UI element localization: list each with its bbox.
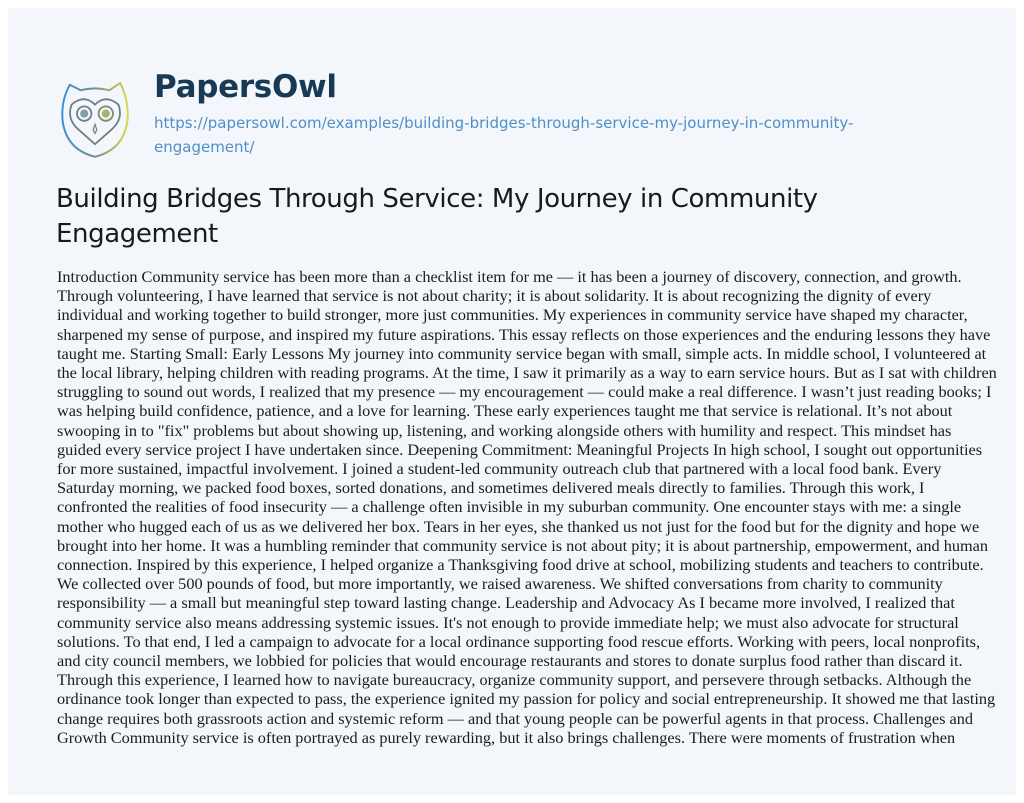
essay-title: Building Bridges Through Service: My Journey in Community Engagement <box>56 184 818 249</box>
brand-name: PapersOwl <box>154 69 337 105</box>
brand-block <box>154 66 944 159</box>
essay-body: Introduction Community service has been more than a checklist item for me — it has been a journey of discovery, connection, and growth. Through volunteering, I have learned that service is not about charity; it is about solidarity. It is about recognizing the dignity of every individual and working together to build stronger, more just communities. My experiences in community service have shaped my character, sharpened my sense of purpose, and inspired my future aspirations. This essay reflects on those experiences and the enduring lessons they have taught me. Starting Small: Early Lessons My journey into community service began with small, simple acts. In middle school, I volunteered at the local library, helping children with reading programs. At the time, I saw it primarily as a way to earn service hours. But as I sat with children struggling to sound out words, I realized that my presence — my encouragement — could make a real difference. I wasn’t just reading books; I was helping build confidence, patience, and a love for learning. These early experiences taught me that service is relational. It’s not about swooping in to "fix" problems but about showing up, listening, and working alongside others with humility and respect. This mindset has guided every service project I have undertaken since. Deepening Commitment: Meaningful Projects In high school, I sought out opportunities for more sustained, impactful involvement. I joined a student-led community outreach club that partnered with a local food bank. Every Saturday morning, we packed food boxes, sorted donations, and sometimes delivered meals directly to families. Through this work, I confronted the realities of food insecurity — a challenge often invisible in my suburban community. One encounter stays with me: a single mother who hugged each of us as we delivered her box. Tears in her eyes, she thanked us not just for the food but for the dignity and hope we brought into her home. It was a humbling reminder that community service is not about pity; it is about partnership, empowerment, and human connection. Inspired by this experience, I helped organize a Thanksgiving food drive at school, mobilizing students and teachers to contribute. We collected over 500 pounds of food, but more importantly, we raised awareness. We shifted conversations from charity to community responsibility — a small but meaningful step toward lasting change. Leadership and Advocacy As I became more involved, I realized that community service also means addressing systemic issues. It's not enough to provide immediate help; we must also advocate for structural solutions. To that end, I led a campaign to advocate for a local ordinance supporting food rescue efforts. Working with peers, local nonprofits, and city council members, we lobbied for policies that would encourage restaurants and stores to donate surplus food rather than discard it. Through this experience, I learned how to navigate bureaucracy, organize community support, and persevere through setbacks. Although the ordinance took longer than expected to pass, the experience ignited my passion for policy and social entrepreneurship. It showed me that lasting change requires both grassroots action and systemic reform — and that young people can be powerful agents in that process. Challenges and Growth Community service is often portrayed as purely rewarding, but it also brings challenges. There were moments of frustration when <box>57 267 997 747</box>
owl-logo-icon <box>50 74 140 164</box>
page-url-link[interactable]: https://papersowl.com/examples/building-bridges-through-service-my-journey-in-community-engagement/ <box>154 114 854 156</box>
page-panel <box>8 8 1016 795</box>
site-header <box>50 66 944 164</box>
